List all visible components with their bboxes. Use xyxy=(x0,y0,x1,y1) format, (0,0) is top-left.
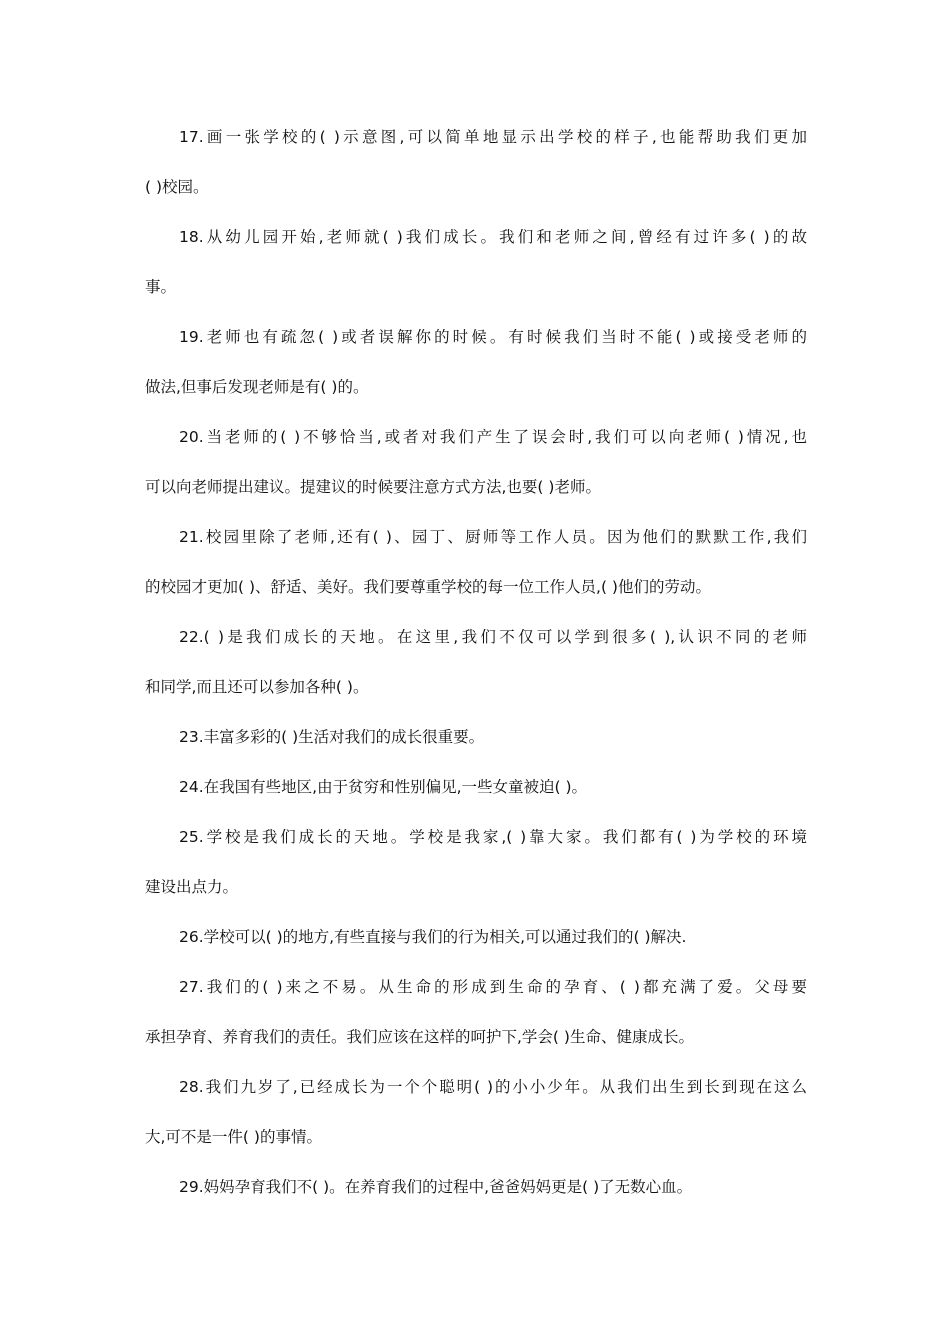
question-20-line-1: 20.当老师的( )不够恰当,或者对我们产生了误会时,我们可以向老师( )情况,也 xyxy=(179,428,807,446)
question-22-line-1: 22.( )是我们成长的天地。在这里,我们不仅可以学到很多( ),认识不同的老师 xyxy=(179,628,807,646)
question-24-line-1: 24.在我国有些地区,由于贫穷和性别偏见,一些女童被迫( )。 xyxy=(179,778,588,796)
question-28-line-1: 28.我们九岁了,已经成长为一个个聪明( )的小小少年。从我们出生到长到现在这么 xyxy=(179,1078,807,1096)
question-28-line-2: 大,可不是一件( )的事情。 xyxy=(145,1128,322,1146)
question-25-line-1: 25.学校是我们成长的天地。学校是我家,( )靠大家。我们都有( )为学校的环境 xyxy=(179,828,807,846)
question-23-line-1: 23.丰富多彩的( )生活对我们的成长很重要。 xyxy=(179,728,485,746)
document-body xyxy=(145,112,807,1212)
question-22-line-2: 和同学,而且还可以参加各种( )。 xyxy=(145,678,369,696)
question-20-line-2: 可以向老师提出建议。提建议的时候要注意方式方法,也要( )老师。 xyxy=(145,478,601,496)
question-17-line-2: ( )校园。 xyxy=(145,178,209,196)
question-25-line-2: 建设出点力。 xyxy=(145,878,239,896)
question-29-line-1: 29.妈妈孕育我们不( )。在养育我们的过程中,爸爸妈妈更是( )了无数心血。 xyxy=(179,1178,693,1196)
question-19-line-1: 19.老师也有疏忽( )或者误解你的时候。有时候我们当时不能( )或接受老师的 xyxy=(179,328,807,346)
question-27-line-2: 承担孕育、养育我们的责任。我们应该在这样的呵护下,学会( )生命、健康成长。 xyxy=(145,1028,694,1046)
question-21-line-1: 21.校园里除了老师,还有( )、园丁、厨师等工作人员。因为他们的默默工作,我们 xyxy=(179,528,807,546)
question-18-line-2: 事。 xyxy=(145,278,177,296)
question-17-line-1: 17.画一张学校的( )示意图,可以简单地显示出学校的样子,也能帮助我们更加 xyxy=(179,128,807,146)
question-19-line-2: 做法,但事后发现老师是有( )的。 xyxy=(145,378,369,396)
question-21-line-2: 的校园才更加( )、舒适、美好。我们要尊重学校的每一位工作人员,( )他们的劳动。 xyxy=(145,578,711,596)
question-18-line-1: 18.从幼儿园开始,老师就( )我们成长。我们和老师之间,曾经有过许多( )的故 xyxy=(179,228,807,246)
question-26-line-1: 26.学校可以( )的地方,有些直接与我们的行为相关,可以通过我们的( )解决. xyxy=(179,928,687,946)
question-27-line-1: 27.我们的( )来之不易。从生命的形成到生命的孕育、( )都充满了爱。父母要 xyxy=(179,978,807,996)
